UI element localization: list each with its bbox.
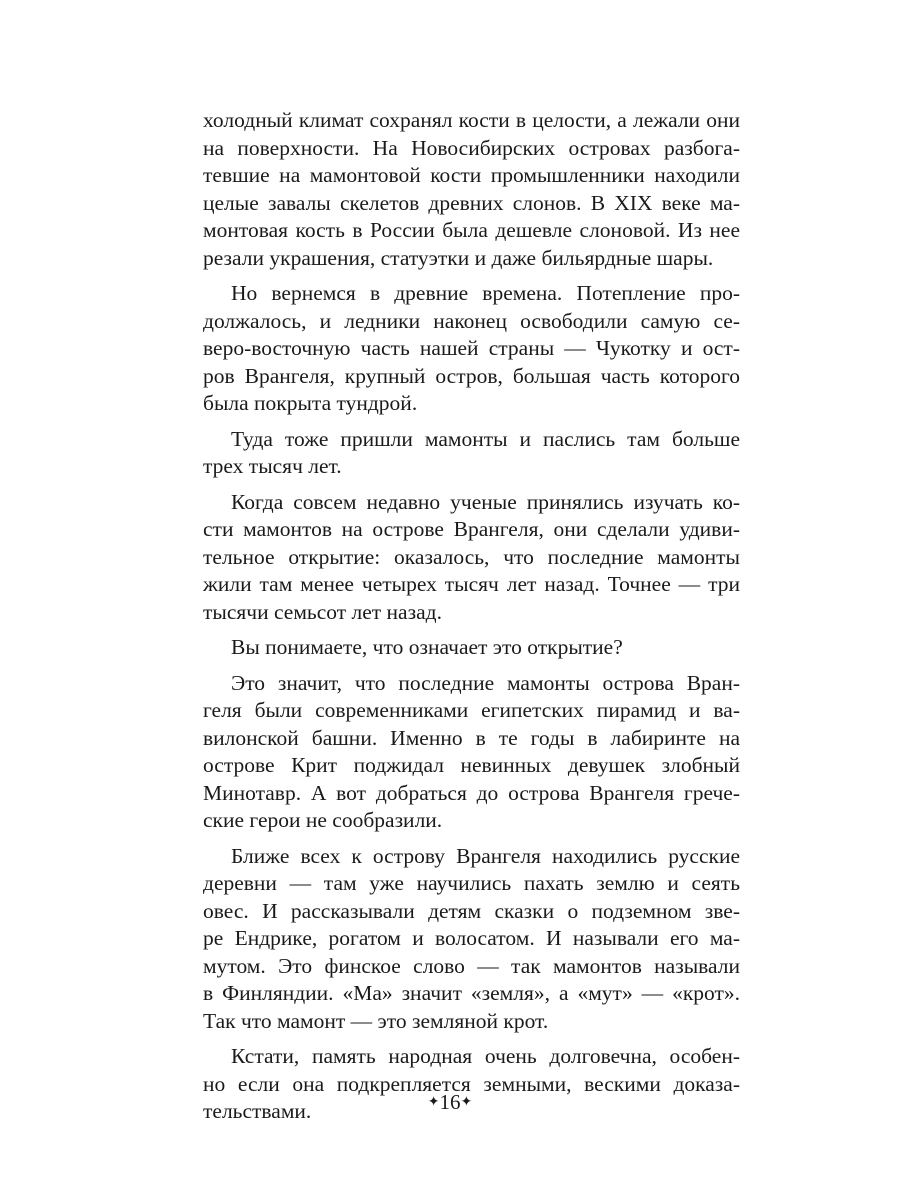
text-line: мутом. Это финское слово — так мамонтов называли xyxy=(203,953,740,978)
text-line: на поверхности. На Новосибирских островах разбога- xyxy=(203,135,740,160)
text-line: Туда тоже пришли мамонты и паслись там больше xyxy=(231,426,740,451)
paragraph xyxy=(203,670,740,835)
paragraph xyxy=(203,489,740,627)
text-line: монтовая кость в России была дешевле слоновой. Из нее xyxy=(203,218,740,242)
text-line: деревни — там уже научились пахать землю и сеять xyxy=(203,871,740,895)
text-line: тысячи семьсот лет назад. xyxy=(203,599,442,624)
page-body xyxy=(203,107,740,1134)
paragraph xyxy=(203,426,740,481)
text-line: Это значит, что последние мамонты острова Вран- xyxy=(231,670,740,695)
text-line: Минотавр. А вот добраться до острова Врангеля грече- xyxy=(203,780,740,805)
text-line: холодный климат сохранял кости в целости, а лежали они xyxy=(203,108,740,132)
text-line: геля были современниками египетских пирамид и ва- xyxy=(203,698,740,722)
text-line: Кстати, память народная очень долговечна, особен- xyxy=(231,1044,740,1068)
page-number: 16 xyxy=(439,1090,461,1114)
text-line: тельствами. xyxy=(203,1099,312,1123)
text-line: ские герои не сообразили. xyxy=(203,808,443,832)
text-line: резали украшения, статуэтки и даже бильярдные шары. xyxy=(203,245,714,270)
text-line: овес. И рассказывали детям сказки о подземном зве- xyxy=(203,898,740,923)
paragraph xyxy=(203,280,740,418)
text-line: но если она подкрепляется земными, вескими доказа- xyxy=(203,1071,740,1096)
text-line: тевшие на мамонтовой кости промышленники находили xyxy=(203,163,740,187)
text-line: ров Врангеля, крупный остров, большая часть которого xyxy=(203,363,740,388)
text-line: Так что мамонт — это земляной крот. xyxy=(203,1008,549,1033)
text-line: целые завалы скелетов древних слонов. В XIX веке ма- xyxy=(203,190,740,215)
text-line: трех тысяч лет. xyxy=(203,454,342,478)
paragraph xyxy=(203,107,740,272)
text-line: жили там менее четырех тысяч лет назад. Точнее — три xyxy=(203,572,740,596)
ornament-left-icon: ✦ xyxy=(427,1095,440,1110)
paragraph xyxy=(203,843,740,1036)
text-line: Вы понимаете, что означает это открытие? xyxy=(231,635,623,659)
paragraph xyxy=(203,634,740,662)
ornament-right-icon: ✦ xyxy=(460,1095,473,1110)
text-line: ре Ендрике, рогатом и волосатом. И называли его ма- xyxy=(203,926,740,950)
text-line: Когда совсем недавно ученые принялись изучать ко- xyxy=(231,489,740,514)
text-line: веро-восточную часть нашей страны — Чукотку и ост- xyxy=(203,336,740,360)
text-line: сти мамонтов на острове Врангеля, они сделали удиви- xyxy=(203,517,740,541)
page-folio xyxy=(0,1090,900,1115)
text-line: должалось, и ледники наконец освободили самую се- xyxy=(203,308,740,333)
text-line: острове Крит поджидал невинных девушек злобный xyxy=(203,753,740,777)
text-line: вилонской башни. Именно в те годы в лабиринте на xyxy=(203,725,740,750)
text-line: Ближе всех к острову Врангеля находились русские xyxy=(231,843,740,868)
text-line: была покрыта тундрой. xyxy=(203,391,418,415)
text-line: в Финляндии. «Ма» значит «земля», а «мут» — «крот». xyxy=(203,981,740,1005)
text-line: Но вернемся в древние времена. Потепление про- xyxy=(231,281,740,305)
text-line: тельное открытие: оказалось, что последние мамонты xyxy=(203,544,740,569)
